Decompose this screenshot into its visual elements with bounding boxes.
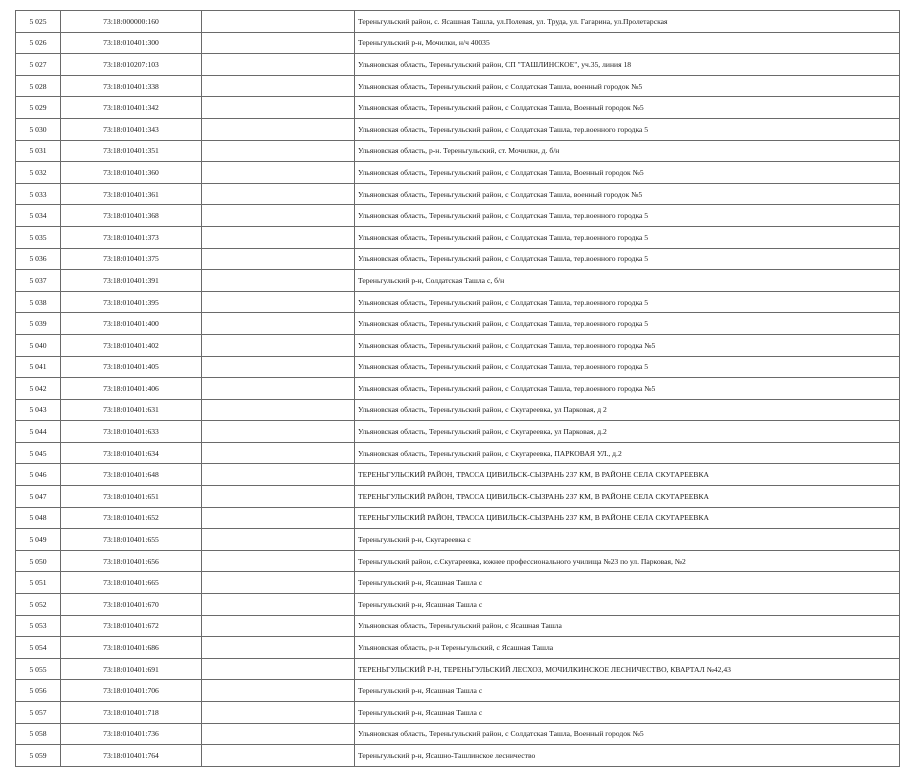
address-cell: Тереньгульский р-н, Ясашная Ташла с: [355, 572, 900, 594]
address-cell: Ульяновская область, Тереньгульский район, с Солдатская Ташла, тер.военного городка №5: [355, 378, 900, 400]
row-number-cell: 5 046: [16, 464, 61, 486]
empty-cell: [202, 702, 355, 724]
row-number-cell: 5 026: [16, 32, 61, 54]
address-cell: Ульяновская область, Тереньгульский район, с Солдатская Ташла, Военный городок №5: [355, 162, 900, 184]
table-row: [16, 54, 900, 76]
row-number-cell: 5 055: [16, 658, 61, 680]
row-number-cell: 5 056: [16, 680, 61, 702]
row-number-cell: 5 028: [16, 75, 61, 97]
table-row: [16, 486, 900, 508]
address-cell: Тереньгульский р-н, Ясашно-Ташлинское лесничество: [355, 745, 900, 767]
table-row: [16, 183, 900, 205]
empty-cell: [202, 486, 355, 508]
row-number-cell: 5 025: [16, 11, 61, 33]
address-cell: Ульяновская область, Тереньгульский район, с Солдатская Ташла, тер.военного городка 5: [355, 118, 900, 140]
address-cell: Ульяновская область, Тереньгульский район, с Солдатская Ташла, тер.военного городка 5: [355, 313, 900, 335]
table-row: [16, 378, 900, 400]
row-number-cell: 5 043: [16, 399, 61, 421]
empty-cell: [202, 680, 355, 702]
empty-cell: [202, 270, 355, 292]
address-cell: ТЕРЕНЬГУЛЬСКИЙ РАЙОН, ТРАССА ЦИВИЛЬСК-СЫЗРАНЬ 237 КМ, В РАЙОНЕ СЕЛА СКУГАРЕЕВКА: [355, 464, 900, 486]
empty-cell: [202, 442, 355, 464]
cadastral-number-cell: 73:18:010401:375: [61, 248, 202, 270]
empty-cell: [202, 183, 355, 205]
cadastral-number-cell: 73:18:010401:361: [61, 183, 202, 205]
row-number-cell: 5 049: [16, 529, 61, 551]
row-number-cell: 5 053: [16, 615, 61, 637]
row-number-cell: 5 041: [16, 356, 61, 378]
address-cell: Тереньгульский р-н, Скугареевка с: [355, 529, 900, 551]
address-cell: Тереньгульский район, с.Скугареевка, южнее профессионального училища №23 по ул. Парковая, №2: [355, 550, 900, 572]
empty-cell: [202, 507, 355, 529]
row-number-cell: 5 057: [16, 702, 61, 724]
empty-cell: [202, 291, 355, 313]
address-cell: ТЕРЕНЬГУЛЬСКИЙ РАЙОН, ТРАССА ЦИВИЛЬСК-СЫЗРАНЬ 237 КМ, В РАЙОНЕ СЕЛА СКУГАРЕЕВКА: [355, 486, 900, 508]
cadastral-number-cell: 73:18:010401:686: [61, 637, 202, 659]
table-row: [16, 118, 900, 140]
table-row: [16, 658, 900, 680]
address-cell: Ульяновская область, Тереньгульский район, с Скугареевка, ПАРКОВАЯ УЛ., д.2: [355, 442, 900, 464]
row-number-cell: 5 045: [16, 442, 61, 464]
address-cell: Ульяновская область, Тереньгульский район, с Скугареевка, ул Парковая, д.2: [355, 421, 900, 443]
empty-cell: [202, 378, 355, 400]
address-cell: Тереньгульский р-н, Мочилки, н/ч 40035: [355, 32, 900, 54]
row-number-cell: 5 030: [16, 118, 61, 140]
address-cell: Ульяновская область, Тереньгульский район, с Солдатская Ташла, тер.военного городка 5: [355, 226, 900, 248]
address-cell: Тереньгульский р-н, Солдатская Ташла с, б/н: [355, 270, 900, 292]
row-number-cell: 5 044: [16, 421, 61, 443]
cadastral-number-cell: 73:18:010401:655: [61, 529, 202, 551]
address-cell: Ульяновская область, Тереньгульский район, с Солдатская Ташла, тер.военного городка 5: [355, 205, 900, 227]
cadastral-number-cell: 73:18:010401:391: [61, 270, 202, 292]
address-cell: Ульяновская область, Тереньгульский район, с Солдатская Ташла, военный городок №5: [355, 183, 900, 205]
table-row: [16, 226, 900, 248]
cadastral-number-cell: 73:18:010401:672: [61, 615, 202, 637]
empty-cell: [202, 572, 355, 594]
cadastral-number-cell: 73:18:010401:343: [61, 118, 202, 140]
row-number-cell: 5 029: [16, 97, 61, 119]
address-cell: ТЕРЕНЬГУЛЬСКИЙ Р-Н, ТЕРЕНЬГУЛЬСКИЙ ЛЕСХОЗ, МОЧИЛКИНСКОЕ ЛЕСНИЧЕСТВО, КВАРТАЛ №42,43: [355, 658, 900, 680]
cadastral-number-cell: 73:18:010401:718: [61, 702, 202, 724]
address-cell: Ульяновская область, Тереньгульский район, с Солдатская Ташла, Военный городок №5: [355, 723, 900, 745]
row-number-cell: 5 052: [16, 594, 61, 616]
empty-cell: [202, 140, 355, 162]
table-row: [16, 550, 900, 572]
address-cell: Ульяновская область, Тереньгульский район, с Солдатская Ташла, тер.военного городка 5: [355, 291, 900, 313]
row-number-cell: 5 037: [16, 270, 61, 292]
row-number-cell: 5 047: [16, 486, 61, 508]
table-row: [16, 291, 900, 313]
empty-cell: [202, 550, 355, 572]
row-number-cell: 5 038: [16, 291, 61, 313]
cadastral-number-cell: 73:18:010401:648: [61, 464, 202, 486]
address-cell: Ульяновская область, Тереньгульский район, с Солдатская Ташла, Военный городок №5: [355, 97, 900, 119]
cadastral-number-cell: 73:18:010401:652: [61, 507, 202, 529]
table-row: [16, 75, 900, 97]
table-row: [16, 594, 900, 616]
table-row: [16, 32, 900, 54]
address-cell: Ульяновская область, Тереньгульский район, с Солдатская Ташла, тер.военного городка №5: [355, 334, 900, 356]
address-cell: Тереньгульский р-н, Ясашная Ташла с: [355, 594, 900, 616]
empty-cell: [202, 421, 355, 443]
row-number-cell: 5 035: [16, 226, 61, 248]
empty-cell: [202, 32, 355, 54]
cadastral-number-cell: 73:18:010401:338: [61, 75, 202, 97]
empty-cell: [202, 162, 355, 184]
row-number-cell: 5 036: [16, 248, 61, 270]
table-row: [16, 270, 900, 292]
table-row: [16, 529, 900, 551]
cadastral-number-cell: 73:18:010401:670: [61, 594, 202, 616]
table-row: [16, 572, 900, 594]
table-row: [16, 464, 900, 486]
cadastral-number-cell: 73:18:010401:736: [61, 723, 202, 745]
row-number-cell: 5 058: [16, 723, 61, 745]
table-row: [16, 162, 900, 184]
empty-cell: [202, 11, 355, 33]
table-row: [16, 702, 900, 724]
row-number-cell: 5 040: [16, 334, 61, 356]
empty-cell: [202, 658, 355, 680]
address-cell: Ульяновская область, Тереньгульский район, с Солдатская Ташла, тер.военного городка 5: [355, 356, 900, 378]
empty-cell: [202, 75, 355, 97]
cadastral-number-cell: 73:18:010207:103: [61, 54, 202, 76]
row-number-cell: 5 042: [16, 378, 61, 400]
empty-cell: [202, 745, 355, 767]
table-row: [16, 334, 900, 356]
row-number-cell: 5 027: [16, 54, 61, 76]
cadastral-number-cell: 73:18:010401:395: [61, 291, 202, 313]
cadastral-number-cell: 73:18:010401:634: [61, 442, 202, 464]
cadastral-number-cell: 73:18:010401:342: [61, 97, 202, 119]
table-row: [16, 723, 900, 745]
table-row: [16, 442, 900, 464]
address-cell: ТЕРЕНЬГУЛЬСКИЙ РАЙОН, ТРАССА ЦИВИЛЬСК-СЫЗРАНЬ 237 КМ, В РАЙОНЕ СЕЛА СКУГАРЕЕВКА: [355, 507, 900, 529]
row-number-cell: 5 059: [16, 745, 61, 767]
table-row: [16, 11, 900, 33]
address-cell: Ульяновская область, Тереньгульский район, с Солдатская Ташла, военный городок №5: [355, 75, 900, 97]
cadastral-number-cell: 73:18:010401:360: [61, 162, 202, 184]
row-number-cell: 5 051: [16, 572, 61, 594]
table-row: [16, 356, 900, 378]
empty-cell: [202, 464, 355, 486]
cadastral-number-cell: 73:18:010401:665: [61, 572, 202, 594]
cadastral-number-cell: 73:18:000000:160: [61, 11, 202, 33]
cadastral-number-cell: 73:18:010401:368: [61, 205, 202, 227]
cadastral-number-cell: 73:18:010401:691: [61, 658, 202, 680]
property-register-table: [15, 10, 900, 767]
table-row: [16, 205, 900, 227]
cadastral-number-cell: 73:18:010401:400: [61, 313, 202, 335]
cadastral-number-cell: 73:18:010401:351: [61, 140, 202, 162]
address-cell: Ульяновская область, Тереньгульский район, СП "ТАШЛИНСКОЕ", уч.35, линия 18: [355, 54, 900, 76]
table-row: [16, 745, 900, 767]
row-number-cell: 5 033: [16, 183, 61, 205]
cadastral-number-cell: 73:18:010401:402: [61, 334, 202, 356]
row-number-cell: 5 050: [16, 550, 61, 572]
table-row: [16, 97, 900, 119]
row-number-cell: 5 048: [16, 507, 61, 529]
row-number-cell: 5 039: [16, 313, 61, 335]
empty-cell: [202, 356, 355, 378]
address-cell: Тереньгульский р-н, Ясашная Ташла с: [355, 702, 900, 724]
table-body: [16, 11, 900, 767]
empty-cell: [202, 723, 355, 745]
cadastral-number-cell: 73:18:010401:406: [61, 378, 202, 400]
empty-cell: [202, 334, 355, 356]
cadastral-number-cell: 73:18:010401:651: [61, 486, 202, 508]
cadastral-number-cell: 73:18:010401:300: [61, 32, 202, 54]
empty-cell: [202, 118, 355, 140]
cadastral-number-cell: 73:18:010401:706: [61, 680, 202, 702]
cadastral-number-cell: 73:18:010401:405: [61, 356, 202, 378]
row-number-cell: 5 054: [16, 637, 61, 659]
row-number-cell: 5 034: [16, 205, 61, 227]
table-row: [16, 680, 900, 702]
table-row: [16, 313, 900, 335]
address-cell: Ульяновская область, Тереньгульский район, с Скугареевка, ул Парковая, д 2: [355, 399, 900, 421]
cadastral-number-cell: 73:18:010401:633: [61, 421, 202, 443]
empty-cell: [202, 529, 355, 551]
address-cell: Тереньгульский р-н, Ясашная Ташла с: [355, 680, 900, 702]
cadastral-number-cell: 73:18:010401:764: [61, 745, 202, 767]
cadastral-number-cell: 73:18:010401:373: [61, 226, 202, 248]
address-cell: Ульяновская область, р-н Тереньгульский, с Ясашная Ташла: [355, 637, 900, 659]
table-row: [16, 421, 900, 443]
empty-cell: [202, 97, 355, 119]
cadastral-number-cell: 73:18:010401:656: [61, 550, 202, 572]
address-cell: Тереньгульский район, с. Ясашная Ташла, ул.Полевая, ул. Труда, ул. Гагарина, ул.Пролетарская: [355, 11, 900, 33]
table-row: [16, 140, 900, 162]
address-cell: Ульяновская область, Тереньгульский район, с Ясашная Ташла: [355, 615, 900, 637]
table-row: [16, 507, 900, 529]
empty-cell: [202, 226, 355, 248]
table-row: [16, 248, 900, 270]
cadastral-number-cell: 73:18:010401:631: [61, 399, 202, 421]
address-cell: Ульяновская область, Тереньгульский район, с Солдатская Ташла, тер.военного городка 5: [355, 248, 900, 270]
empty-cell: [202, 594, 355, 616]
page-bottom-margin: [15, 626, 900, 632]
table-row: [16, 399, 900, 421]
row-number-cell: 5 032: [16, 162, 61, 184]
empty-cell: [202, 313, 355, 335]
empty-cell: [202, 399, 355, 421]
row-number-cell: 5 031: [16, 140, 61, 162]
address-cell: Ульяновская область, р-н. Тереньгульский, ст. Мочилки, д. б/н: [355, 140, 900, 162]
empty-cell: [202, 205, 355, 227]
empty-cell: [202, 54, 355, 76]
empty-cell: [202, 248, 355, 270]
